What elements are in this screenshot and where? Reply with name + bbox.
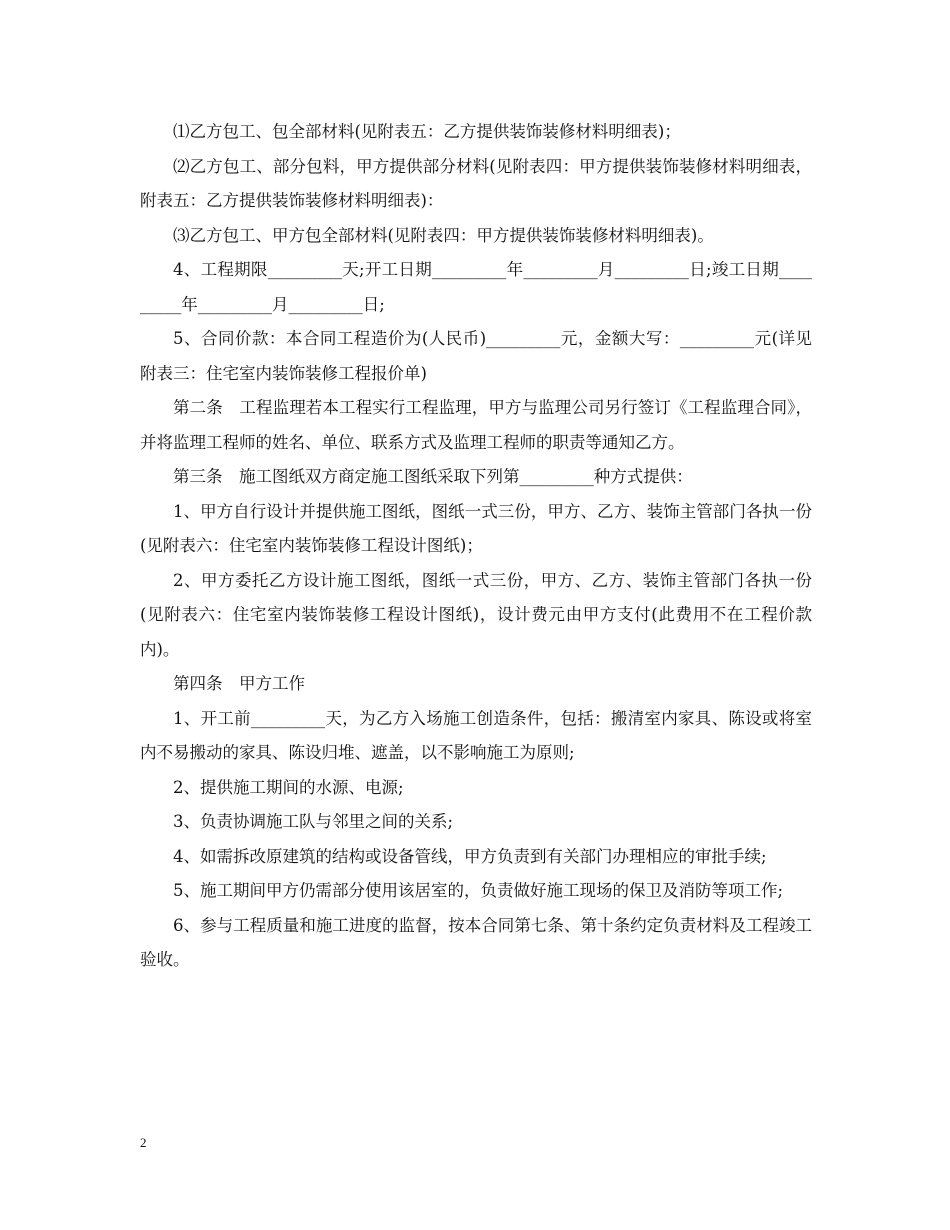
paragraph-duty-6: 6、参与工程质量和施工进度的监督，按本合同第七条、第十条约定负责材料及工程竣工验收。 [140,915,812,969]
article-3-drawings: 第三条 施工图纸双方商定施工图纸采取下列第_________种方式提供： [173,467,693,486]
paragraph-duty-5: 5、施工期间甲方仍需部分使用该居室的，负责做好施工现场的保卫及消防等项工作; [173,881,784,900]
page-number: 2 [140,1135,147,1150]
paragraph-drawings-2: 2、甲方委托乙方设计施工图纸，图纸一式三份，甲方、乙方、装饰主管部门各执一份(见附表六：住宅室内装饰装修工程设计图纸)，设计费元由甲方支付(此费用不在工程价款内)。 [140,570,812,659]
article-4-heading: 第四条 甲方工作 [173,674,305,693]
contract-body [140,115,812,978]
paragraph-option-3: ⑶乙方包工、甲方包全部材料(见附表四：甲方提供装饰装修材料明细表)。 [173,225,714,245]
paragraph-duty-2: 2、提供施工期间的水源、电源; [173,777,404,797]
paragraph-duty-4: 4、如需拆改原建筑的结构或设备管线，甲方负责到有关部门办理相应的审批手续; [173,846,767,866]
article-2-supervision: 第二条 工程监理若本工程实行工程监理，甲方与监理公司另行签订《工程监理合同》，并将监理工程师的姓名、单位、联系方式及监理工程师的职责等通知乙方。 [140,398,812,452]
paragraph-duty-1: 1、开工前_________天，为乙方入场施工创造条件，包括：搬清室内家具、陈设或将室内不易搬动的家具、陈设归堆、遮盖，以不影响施工为原则; [140,708,812,762]
paragraph-drawings-1: 1、甲方自行设计并提供施工图纸，图纸一式三份，甲方、乙方、装饰主管部门各执一份(见附表六：住宅室内装饰装修工程设计图纸)； [140,501,812,555]
paragraph-contract-price: 5、合同价款：本合同工程造价为(人民币)_________元，金额大写：_________元(详见附表三：住宅室内装饰装修工程报价单) [140,329,812,383]
paragraph-duty-3: 3、负责协调施工队与邻里之间的关系; [173,812,454,831]
paragraph-option-1: ⑴乙方包工、包全部材料(见附表五：乙方提供装饰装修材料明细表)； [173,122,681,141]
paragraph-project-period: 4、工程期限_________天;开工日期_________年_________月_________日;竣工日期_________年_________月_________日; [140,260,812,314]
paragraph-option-2: ⑵乙方包工、部分包料，甲方提供部分材料(见附表四：甲方提供装饰装修材料明细表，附表五：乙方提供装饰装修材料明细表)： [140,156,812,210]
